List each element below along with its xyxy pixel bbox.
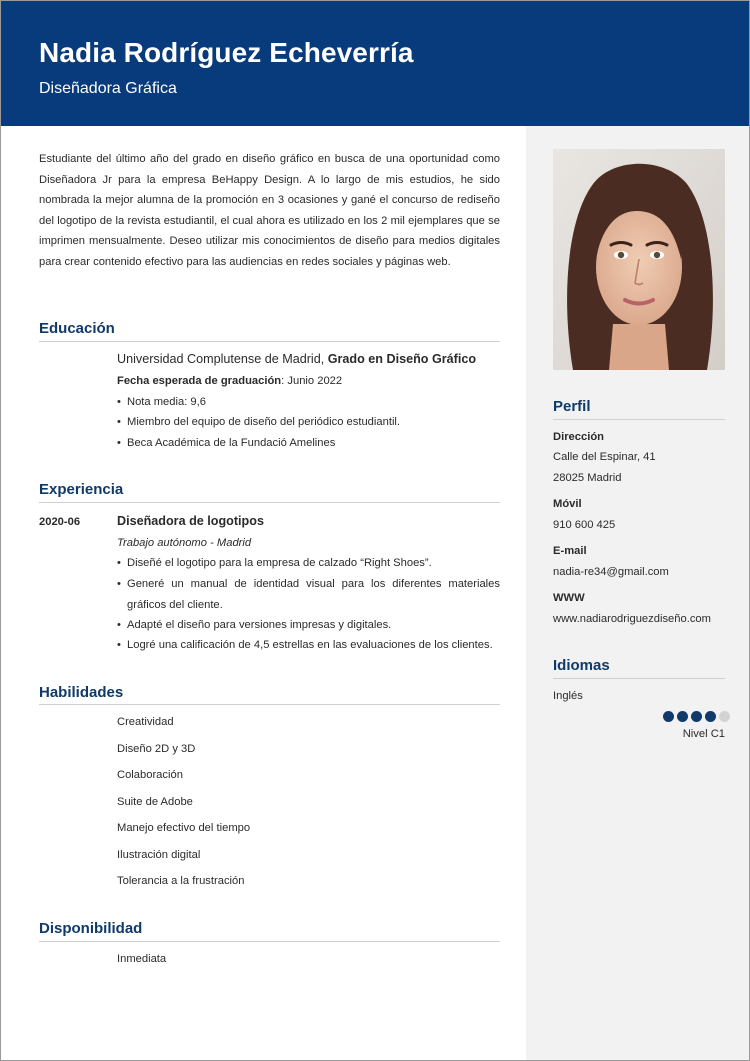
- skill-item: Colaboración: [117, 769, 183, 781]
- job-title: Diseñadora Gráfica: [39, 80, 177, 97]
- email-value: nadia-re34@gmail.com: [553, 566, 669, 578]
- level-dot-empty: [719, 711, 730, 722]
- skill-item: Manejo efectivo del tiempo: [117, 822, 251, 834]
- experience-role: Diseñadora de logotipos: [117, 514, 264, 528]
- profile-photo: [553, 149, 725, 370]
- education-date: [117, 375, 342, 387]
- education-bullet: • Beca Académica de la Fundació Amelines: [117, 433, 500, 454]
- skill-item: Tolerancia a la frustración: [117, 875, 245, 887]
- skills-heading: Habilidades: [39, 684, 124, 701]
- experience-bullet: • Adapté el diseño para versiones impresas y digitales.: [117, 615, 500, 636]
- availability-value: Inmediata: [117, 953, 167, 965]
- experience-bullet: • Logré una calificación de 4,5 estrellas en las evaluaciones de los clientes.: [117, 635, 500, 656]
- level-dot-filled: [705, 711, 716, 722]
- education-institution: Universidad Complutense de Madrid,: [117, 352, 325, 366]
- phone-value: 910 600 425: [553, 519, 616, 531]
- education-heading: Educación: [39, 320, 115, 337]
- address-line: Calle del Espinar, 41: [553, 451, 656, 463]
- experience-divider: [39, 502, 500, 503]
- level-dot-filled: [691, 711, 702, 722]
- languages-divider: [553, 678, 725, 679]
- education-bullet: • Nota media: 9,6: [117, 392, 500, 413]
- education-bullet: • Miembro del equipo de diseño del periódico estudiantil.: [117, 412, 500, 433]
- website-value: www.nadiarodriguezdiseño.com: [553, 613, 711, 625]
- language-level-rating: [663, 711, 730, 722]
- skill-item: Diseño 2D y 3D: [117, 743, 196, 755]
- website-label: WWW: [553, 592, 585, 604]
- skill-item: Ilustración digital: [117, 849, 201, 861]
- email-label: E-mail: [553, 545, 587, 557]
- skill-item: Suite de Adobe: [117, 796, 193, 808]
- language-name: Inglés: [553, 690, 583, 702]
- skills-divider: [39, 704, 500, 705]
- experience-bullet: • Generé un manual de identidad visual para los diferentes materiales gráficos del cliente.: [117, 574, 500, 615]
- level-dot-filled: [663, 711, 674, 722]
- profile-divider: [553, 419, 725, 420]
- address-label: Dirección: [553, 431, 604, 443]
- experience-heading: Experiencia: [39, 481, 124, 498]
- level-dot-filled: [677, 711, 688, 722]
- experience-date: 2020-06: [39, 516, 81, 528]
- education-degree: Grado en Diseño Gráfico: [327, 352, 477, 366]
- full-name: Nadia Rodríguez Echeverría: [39, 37, 414, 68]
- phone-label: Móvil: [553, 498, 582, 510]
- address-line: 28025 Madrid: [553, 472, 622, 484]
- skill-item: Creatividad: [117, 716, 174, 728]
- education-date-label: Fecha esperada de graduación: [117, 375, 282, 387]
- header-banner: [1, 1, 750, 126]
- availability-divider: [39, 941, 500, 942]
- languages-heading: Idiomas: [553, 657, 610, 674]
- education-divider: [39, 341, 500, 342]
- education-entry-title: [117, 352, 476, 366]
- experience-company: Trabajo autónomo - Madrid: [117, 537, 252, 549]
- education-date-value: : Junio 2022: [281, 375, 343, 387]
- experience-bullet: • Diseñé el logotipo para la empresa de calzado “Right Shoes”.: [117, 553, 500, 574]
- language-level-label: Nivel C1: [682, 728, 725, 740]
- summary-paragraph: Estudiante del último año del grado en diseño gráfico en busca de una oportunidad como Diseñadora Jr para la empresa BeHappy Design. A lo largo de mis estudios, he sido nombrada la mejor alumna de la promoción en 3 ocasiones y gané el concurso de rediseño del logotipo de la revista estudiantil, el cual ahora es utilizado en los 2 mil ejemplares que se imprimen mensualmente. Deseo utilizar mis conocimientos de diseño para medios digitales para crear contenido efectivo para las audiencias en redes sociales y páginas web.: [39, 153, 500, 268]
- profile-heading: Perfil: [553, 398, 591, 415]
- availability-heading: Disponibilidad: [39, 920, 143, 937]
